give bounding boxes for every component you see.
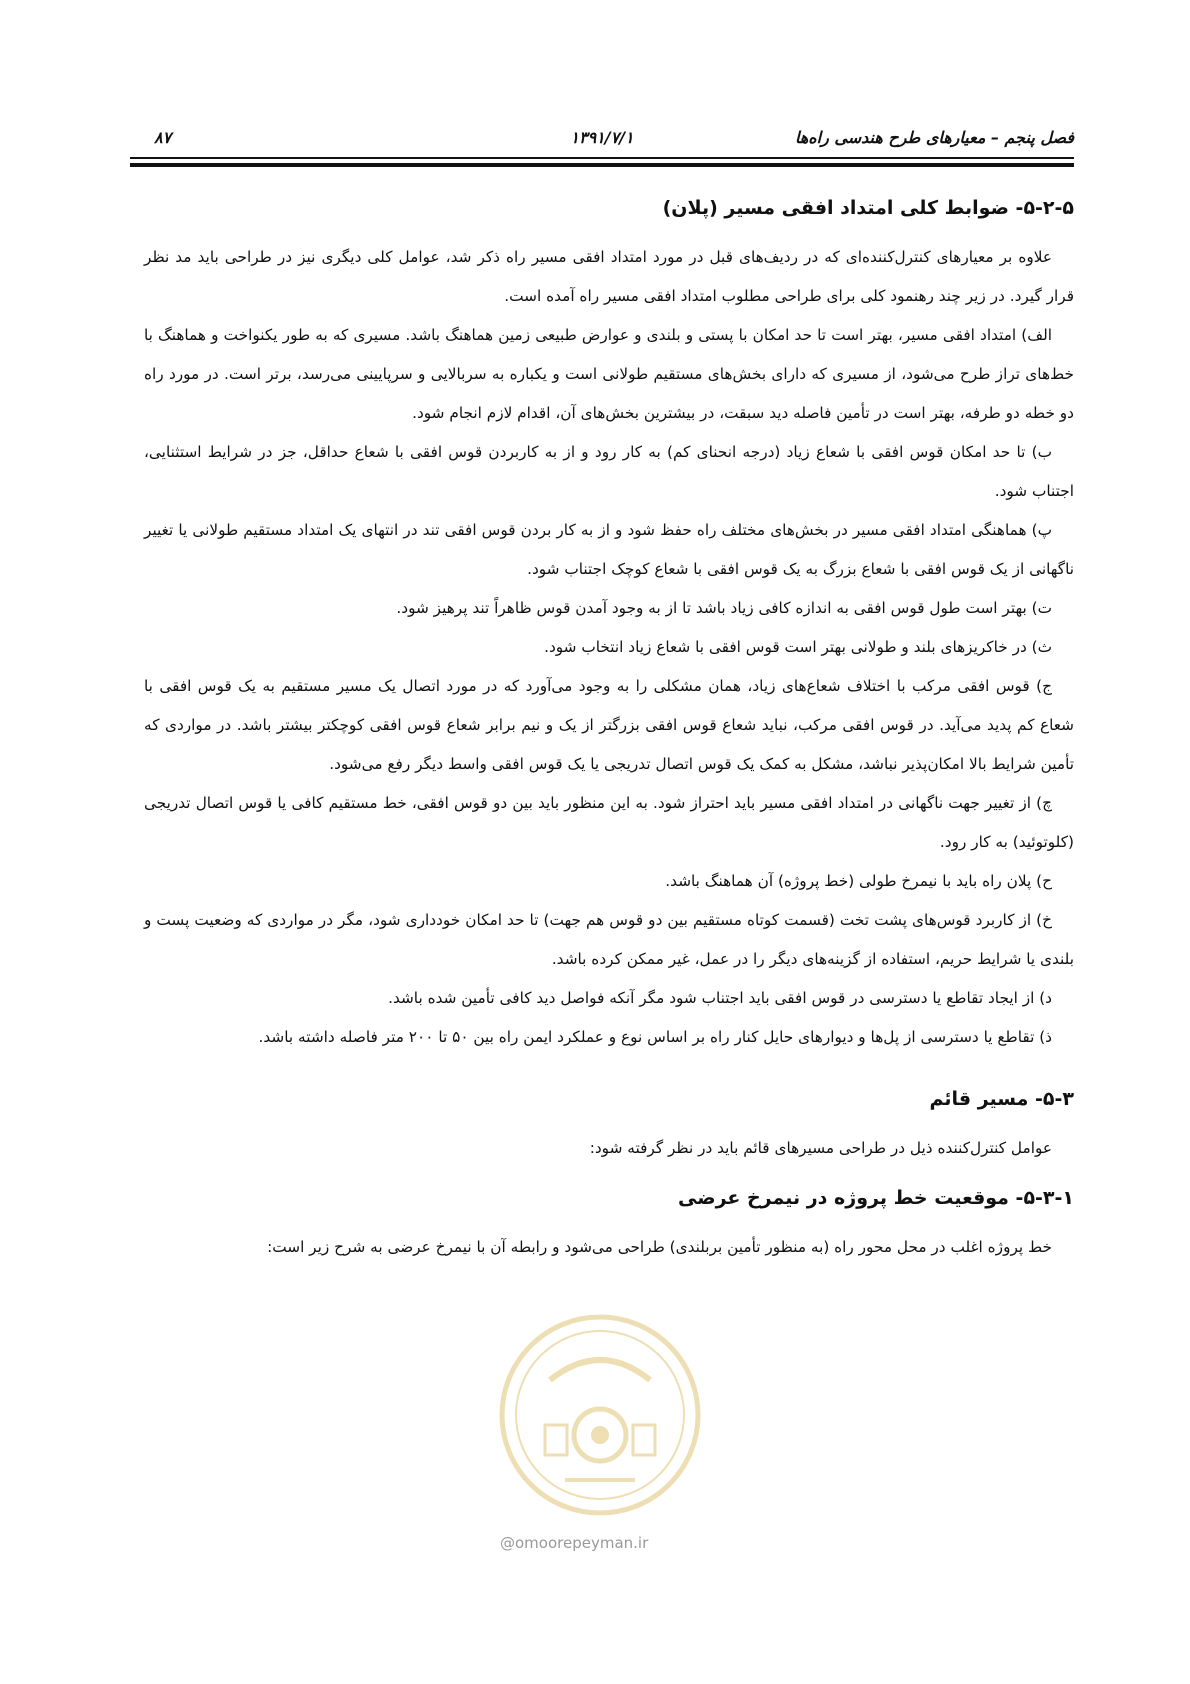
chapter-title: فصل پنجم – معیارهای طرح هندسی راه‌ها <box>794 128 1074 147</box>
list-item-pe: پ) هماهنگی امتداد افقی مسیر در بخش‌های مختلف راه حفظ شود و از به کار بردن قوس افقی تند در انتهای یک امتداد مستقیم طولانی یا تغییر ناگهانی از یک قوس افقی با شعاع بزرگ به یک قوس افقی با شعاع کوچک اجتناب شود. <box>144 521 1074 578</box>
section-heading-5-2-5: ۵-۲-۵- ضوابط کلی امتداد افقی مسیر (پلان) <box>662 197 1074 219</box>
list-item-che: چ) از تغییر جهت ناگهانی در امتداد افقی مسیر باید احتراز شود. به این منظور باید بین دو قوس افقی، خط مستقیم کافی یا قوس اتصال تدریجی (کلوتوئید) به کار رود. <box>144 794 1074 851</box>
list-item-khe: خ) از کاربرد قوس‌های پشت تخت (قسمت کوتاه مستقیم بین دو قوس هم جهت) تا حد امکان خودداری شود، مگر در مواردی که وضعیت پست و بلندی یا شرایط حریم، استفاده از گزینه‌های دیگر را در عمل، غیر ممکن کرده باشد. <box>144 911 1074 968</box>
list-item-te: ت) بهتر است طول قوس افقی به اندازه کافی زیاد باشد تا از به وجود آمدن قوس ظاهراً تند پرهیز شود. <box>396 599 1052 617</box>
header-rule-thin <box>130 157 1074 159</box>
list-item-he: ح) پلان راه باید با نیمرخ طولی (خط پروژه) آن هماهنگ باشد. <box>665 872 1052 890</box>
page-body <box>144 192 1074 1267</box>
section-heading-5-3-1: ۵-۳-۱- موقعیت خط پروژه در نیمرخ عرضی <box>677 1187 1074 1209</box>
section-heading-5-3: ۵-۳- مسیر قائم <box>929 1088 1074 1110</box>
paragraph-5-3: عوامل کنترل‌کننده ذیل در طراحی مسیرهای قائم باید در نظر گرفته شود: <box>589 1139 1052 1157</box>
list-item-se: ث) در خاکریزهای بلند و طولانی بهتر است قوس افقی با شعاع زیاد انتخاب شود. <box>544 638 1052 656</box>
paragraph-5-3-1: خط پروژه اغلب در محل محور راه (به منظور تأمین بربلندی) طراحی می‌شود و رابطه آن با نیمرخ عرضی به شرح زیر است: <box>267 1238 1052 1256</box>
header-rule-thick <box>130 163 1074 167</box>
list-item-zal: ذ) تقاطع یا دسترسی از پل‌ها و دیوارهای حایل کنار راه بر اساس نوع و عملکرد ایمن راه بین ۵۰ تا ۲۰۰ متر فاصله داشته باشد. <box>258 1028 1052 1046</box>
paragraph-intro: علاوه بر معیارهای کنترل‌کننده‌ای که در ردیف‌های قبل در مورد امتداد افقی مسیر راه ذکر شد، عوامل کلی دیگری نیز در طراحی باید مد نظر قرار گیرد. در زیر چند رهنمود کلی برای طراحی مطلوب امتداد افقی مسیر راه آمده است. <box>144 248 1074 305</box>
watermark-site: @omoorepeyman.ir <box>500 1534 649 1552</box>
page-number: ۸۷ <box>154 128 172 147</box>
list-item-be: ب) تا حد امکان قوس افقی با شعاع زیاد (درجه انحنای کم) به کار رود و از به کاربردن قوس افقی با شعاع حداقل، جز در شرایط استثنایی، اجتناب شود. <box>144 443 1074 500</box>
list-item-dal: د) از ایجاد تقاطع یا دسترسی در قوس افقی باید اجتناب شود مگر آنکه فواصل دید کافی تأمین شده باشد. <box>388 989 1052 1007</box>
publisher-seal-watermark <box>490 1310 710 1520</box>
header-date: ۱۳۹۱/۷/۱ <box>570 128 634 147</box>
page-header <box>130 128 1074 158</box>
list-item-alef: الف) امتداد افقی مسیر، بهتر است تا حد امکان با پستی و بلندی و عوارض طبیعی زمین هماهنگ باشد. مسیری که به طور یکنواخت و هماهنگ با خط‌های تراز طرح می‌شود، از مسیری که دارای بخش‌های مستقیم طولانی است و یکباره به سربالایی و سرپایینی می‌رسد، برتر است. در مورد راه دو خطه دو طرفه، بهتر است در تأمین فاصله دید سبقت، در بیشترین بخش‌های آن، اقدام لازم انجام شود. <box>144 326 1074 422</box>
list-item-jim: ج) قوس افقی مرکب با اختلاف شعاع‌های زیاد، همان مشکلی را به وجود می‌آورد که در مورد اتصال یک مسیر مستقیم به یک قوس افقی با شعاع کم پدید می‌آید. در قوس افقی مرکب، نباید شعاع قوس افقی بزرگتر از یک و نیم برابر شعاع قوس افقی کوچکتر بیشتر باشد. در مواردی که تأمین شرایط بالا امکان‌پذیر نباشد، مشکل به کمک یک قوس اتصال تدریجی یا یک قوس افقی واسط دیگر رفع می‌شود. <box>144 677 1074 773</box>
